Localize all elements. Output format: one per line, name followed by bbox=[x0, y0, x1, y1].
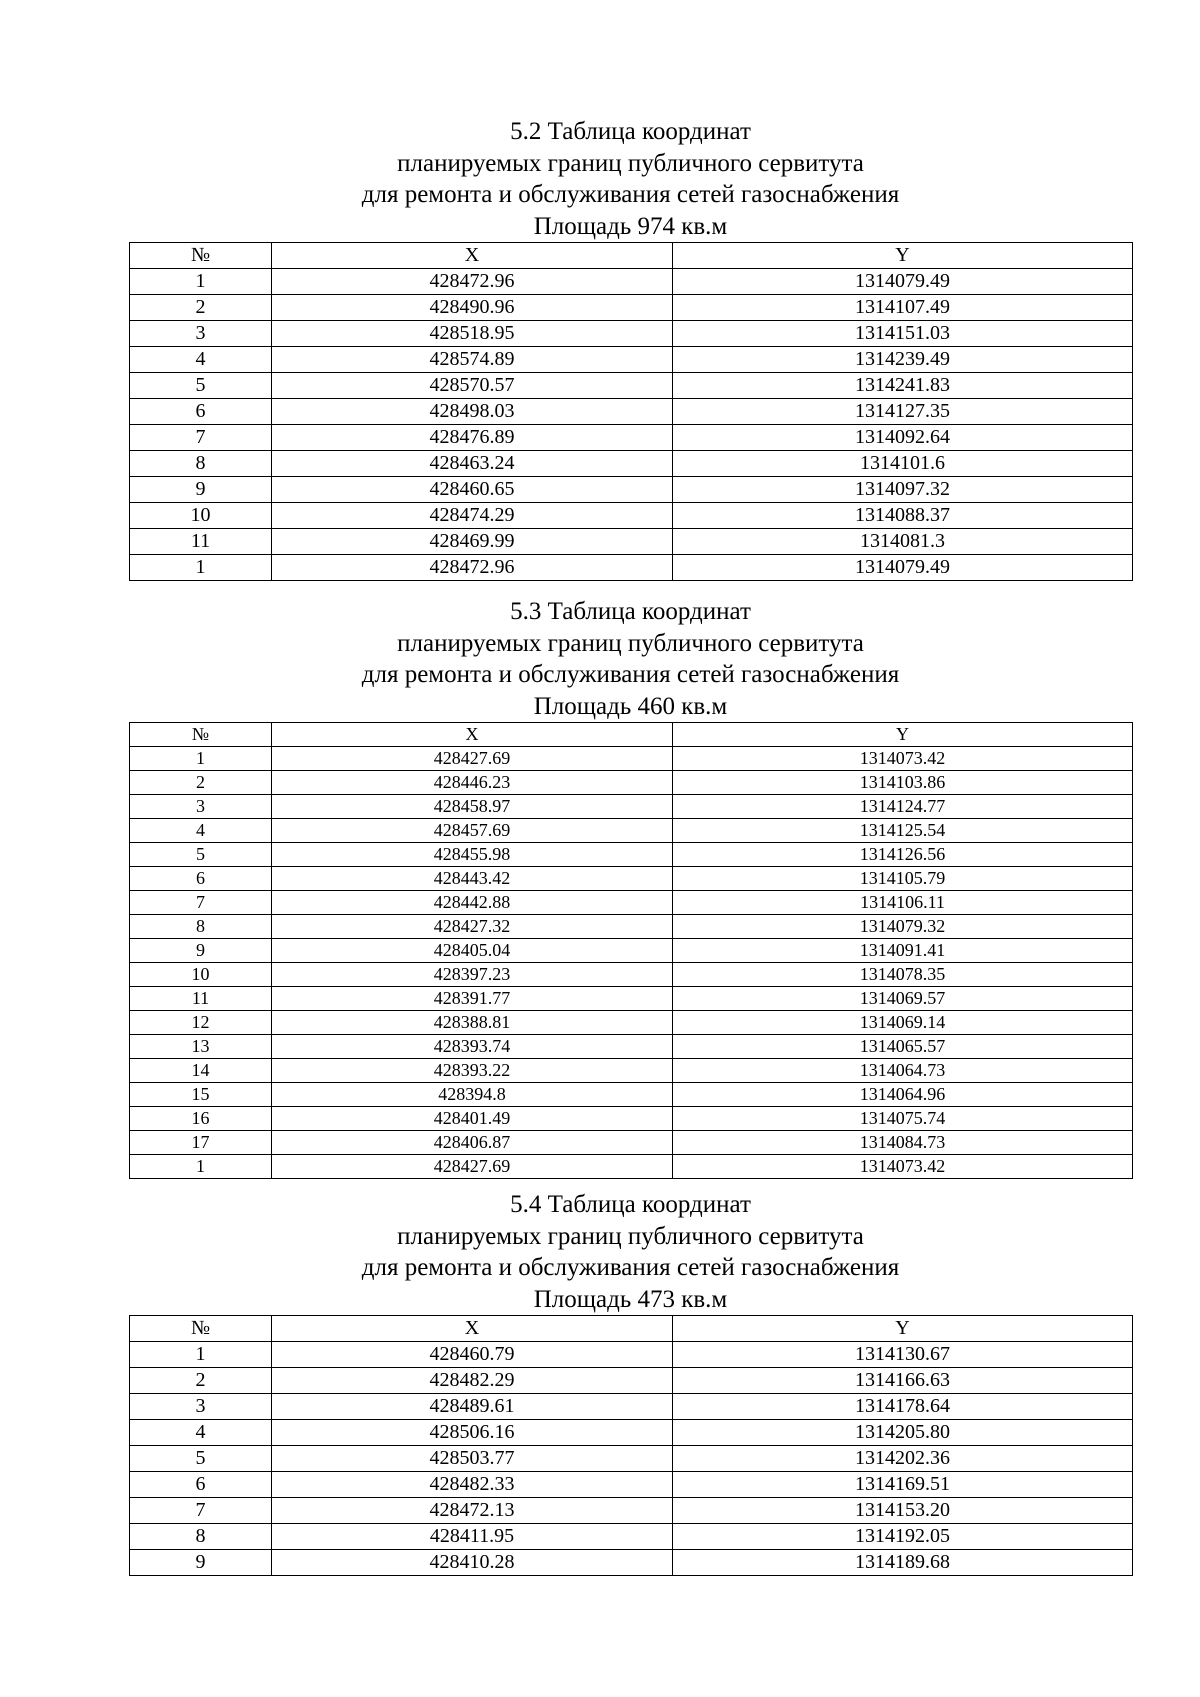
point-number-cell: 10 bbox=[130, 963, 272, 987]
y-coordinate-cell: 1314092.64 bbox=[673, 425, 1133, 451]
y-coordinate-cell: 1314151.03 bbox=[673, 321, 1133, 347]
y-coordinate-cell: 1314078.35 bbox=[673, 963, 1133, 987]
point-number-cell: 3 bbox=[130, 321, 272, 347]
table-row bbox=[130, 1472, 1133, 1498]
y-coordinate-cell: 1314097.32 bbox=[673, 477, 1133, 503]
table-row bbox=[130, 1368, 1133, 1394]
point-number-cell: 1 bbox=[130, 1342, 272, 1368]
table-row bbox=[130, 795, 1133, 819]
x-coordinate-cell: 428570.57 bbox=[272, 373, 673, 399]
table-row bbox=[130, 1394, 1133, 1420]
table-row bbox=[130, 399, 1133, 425]
title-line: планируемых границ публичного сервитута bbox=[397, 1222, 864, 1250]
table-row bbox=[130, 347, 1133, 373]
y-coordinate-cell: 1314064.73 bbox=[673, 1059, 1133, 1083]
y-coordinate-cell: 1314239.49 bbox=[673, 347, 1133, 373]
x-coordinate-cell: 428410.28 bbox=[272, 1550, 673, 1576]
x-coordinate-cell: 428463.24 bbox=[272, 451, 673, 477]
title-line: 5.3 Таблица координат bbox=[510, 598, 751, 625]
x-coordinate-cell: 428469.99 bbox=[272, 529, 673, 555]
y-coordinate-cell: 1314079.49 bbox=[673, 269, 1133, 295]
table-row bbox=[130, 1059, 1133, 1083]
y-coordinate-cell: 1314178.64 bbox=[673, 1394, 1133, 1420]
table-row bbox=[130, 819, 1133, 843]
table-row bbox=[130, 1498, 1133, 1524]
y-coordinate-cell: 1314079.32 bbox=[673, 915, 1133, 939]
point-number-cell: 7 bbox=[130, 891, 272, 915]
table-row bbox=[130, 1524, 1133, 1550]
y-coordinate-cell: 1314069.57 bbox=[673, 987, 1133, 1011]
area-label: Площадь 460 кв.м bbox=[533, 692, 728, 720]
y-coordinate-cell: 1314079.49 bbox=[673, 555, 1133, 581]
title-line: для ремонта и обслуживания сетей газоснабжения bbox=[361, 661, 900, 688]
x-coordinate-cell: 428391.77 bbox=[272, 987, 673, 1011]
table-row bbox=[130, 1035, 1133, 1059]
column-header-x: X bbox=[272, 243, 673, 269]
y-coordinate-cell: 1314106.11 bbox=[673, 891, 1133, 915]
x-coordinate-cell: 428498.03 bbox=[272, 399, 673, 425]
point-number-cell: 9 bbox=[130, 1550, 272, 1576]
point-number-cell: 6 bbox=[130, 399, 272, 425]
y-coordinate-cell: 1314107.49 bbox=[673, 295, 1133, 321]
point-number-cell: 4 bbox=[130, 347, 272, 373]
column-header-x: X bbox=[272, 1316, 673, 1342]
table-row bbox=[130, 1083, 1133, 1107]
point-number-cell: 3 bbox=[130, 795, 272, 819]
point-number-cell: 4 bbox=[130, 1420, 272, 1446]
x-coordinate-cell: 428411.95 bbox=[272, 1524, 673, 1550]
y-coordinate-cell: 1314073.42 bbox=[673, 747, 1133, 771]
point-number-cell: 7 bbox=[130, 1498, 272, 1524]
point-number-cell: 9 bbox=[130, 939, 272, 963]
table-row bbox=[130, 321, 1133, 347]
coordinate-section-5-2 bbox=[129, 116, 1132, 581]
x-coordinate-cell: 428476.89 bbox=[272, 425, 673, 451]
x-coordinate-cell: 428427.69 bbox=[272, 747, 673, 771]
table-row bbox=[130, 295, 1133, 321]
y-coordinate-cell: 1314127.35 bbox=[673, 399, 1133, 425]
title-line: для ремонта и обслуживания сетей газоснабжения bbox=[361, 181, 900, 208]
point-number-cell: 2 bbox=[130, 1368, 272, 1394]
table-row bbox=[130, 425, 1133, 451]
column-header-y: Y bbox=[673, 723, 1133, 747]
y-coordinate-cell: 1314169.51 bbox=[673, 1472, 1133, 1498]
area-label: Площадь 974 кв.м bbox=[533, 212, 728, 240]
x-coordinate-cell: 428503.77 bbox=[272, 1446, 673, 1472]
table-row bbox=[130, 915, 1133, 939]
point-number-cell: 8 bbox=[130, 915, 272, 939]
table-header-row bbox=[130, 1316, 1133, 1342]
table-row bbox=[130, 1446, 1133, 1472]
y-coordinate-cell: 1314084.73 bbox=[673, 1131, 1133, 1155]
x-coordinate-cell: 428472.96 bbox=[272, 269, 673, 295]
point-number-cell: 4 bbox=[130, 819, 272, 843]
title-line: планируемых границ публичного сервитута bbox=[397, 149, 864, 177]
point-number-cell: 1 bbox=[130, 269, 272, 295]
x-coordinate-cell: 428482.29 bbox=[272, 1368, 673, 1394]
table-row bbox=[130, 1011, 1133, 1035]
x-coordinate-cell: 428427.32 bbox=[272, 915, 673, 939]
coordinates-table bbox=[129, 242, 1133, 581]
table-row bbox=[130, 867, 1133, 891]
x-coordinate-cell: 428518.95 bbox=[272, 321, 673, 347]
point-number-cell: 11 bbox=[130, 529, 272, 555]
table-row bbox=[130, 1342, 1133, 1368]
point-number-cell: 12 bbox=[130, 1011, 272, 1035]
point-number-cell: 1 bbox=[130, 1155, 272, 1179]
coordinates-table bbox=[129, 722, 1133, 1179]
x-coordinate-cell: 428405.04 bbox=[272, 939, 673, 963]
section-title bbox=[129, 1189, 1132, 1315]
table-row bbox=[130, 269, 1133, 295]
y-coordinate-cell: 1314081.3 bbox=[673, 529, 1133, 555]
table-row bbox=[130, 771, 1133, 795]
point-number-cell: 7 bbox=[130, 425, 272, 451]
y-coordinate-cell: 1314105.79 bbox=[673, 867, 1133, 891]
section-title bbox=[129, 596, 1132, 722]
point-number-cell: 14 bbox=[130, 1059, 272, 1083]
x-coordinate-cell: 428427.69 bbox=[272, 1155, 673, 1179]
x-coordinate-cell: 428472.13 bbox=[272, 1498, 673, 1524]
column-header-x: X bbox=[272, 723, 673, 747]
x-coordinate-cell: 428489.61 bbox=[272, 1394, 673, 1420]
x-coordinate-cell: 428455.98 bbox=[272, 843, 673, 867]
point-number-cell: 16 bbox=[130, 1107, 272, 1131]
y-coordinate-cell: 1314103.86 bbox=[673, 771, 1133, 795]
title-line: 5.2 Таблица координат bbox=[510, 118, 751, 145]
table-row bbox=[130, 891, 1133, 915]
table-row bbox=[130, 747, 1133, 771]
table-row bbox=[130, 1107, 1133, 1131]
table-header-row bbox=[130, 723, 1133, 747]
point-number-cell: 5 bbox=[130, 1446, 272, 1472]
x-coordinate-cell: 428482.33 bbox=[272, 1472, 673, 1498]
y-coordinate-cell: 1314241.83 bbox=[673, 373, 1133, 399]
column-header-y: Y bbox=[673, 243, 1133, 269]
point-number-cell: 5 bbox=[130, 843, 272, 867]
table-row bbox=[130, 939, 1133, 963]
table-row bbox=[130, 529, 1133, 555]
x-coordinate-cell: 428442.88 bbox=[272, 891, 673, 915]
coordinate-section-5-4 bbox=[129, 1189, 1132, 1576]
y-coordinate-cell: 1314101.6 bbox=[673, 451, 1133, 477]
x-coordinate-cell: 428457.69 bbox=[272, 819, 673, 843]
point-number-cell: 5 bbox=[130, 373, 272, 399]
column-header-y: Y bbox=[673, 1316, 1133, 1342]
y-coordinate-cell: 1314189.68 bbox=[673, 1550, 1133, 1576]
x-coordinate-cell: 428446.23 bbox=[272, 771, 673, 795]
point-number-cell: 13 bbox=[130, 1035, 272, 1059]
point-number-cell: 11 bbox=[130, 987, 272, 1011]
y-coordinate-cell: 1314073.42 bbox=[673, 1155, 1133, 1179]
point-number-cell: 1 bbox=[130, 747, 272, 771]
point-number-cell: 10 bbox=[130, 503, 272, 529]
table-row bbox=[130, 1420, 1133, 1446]
point-number-cell: 6 bbox=[130, 1472, 272, 1498]
x-coordinate-cell: 428460.65 bbox=[272, 477, 673, 503]
point-number-cell: 1 bbox=[130, 555, 272, 581]
table-row bbox=[130, 843, 1133, 867]
point-number-cell: 8 bbox=[130, 1524, 272, 1550]
title-line: планируемых границ публичного сервитута bbox=[397, 629, 864, 657]
x-coordinate-cell: 428393.74 bbox=[272, 1035, 673, 1059]
table-row bbox=[130, 477, 1133, 503]
y-coordinate-cell: 1314088.37 bbox=[673, 503, 1133, 529]
y-coordinate-cell: 1314205.80 bbox=[673, 1420, 1133, 1446]
x-coordinate-cell: 428443.42 bbox=[272, 867, 673, 891]
x-coordinate-cell: 428460.79 bbox=[272, 1342, 673, 1368]
y-coordinate-cell: 1314069.14 bbox=[673, 1011, 1133, 1035]
x-coordinate-cell: 428474.29 bbox=[272, 503, 673, 529]
point-number-cell: 2 bbox=[130, 771, 272, 795]
table-row bbox=[130, 963, 1133, 987]
y-coordinate-cell: 1314126.56 bbox=[673, 843, 1133, 867]
x-coordinate-cell: 428458.97 bbox=[272, 795, 673, 819]
table-row bbox=[130, 1550, 1133, 1576]
x-coordinate-cell: 428393.22 bbox=[272, 1059, 673, 1083]
column-header-number: № bbox=[130, 243, 272, 269]
x-coordinate-cell: 428394.8 bbox=[272, 1083, 673, 1107]
column-header-number: № bbox=[130, 1316, 272, 1342]
title-line: для ремонта и обслуживания сетей газоснабжения bbox=[361, 1254, 900, 1281]
area-label: Площадь 473 кв.м bbox=[533, 1285, 728, 1313]
x-coordinate-cell: 428574.89 bbox=[272, 347, 673, 373]
y-coordinate-cell: 1314192.05 bbox=[673, 1524, 1133, 1550]
y-coordinate-cell: 1314130.67 bbox=[673, 1342, 1133, 1368]
table-row bbox=[130, 1155, 1133, 1179]
y-coordinate-cell: 1314091.41 bbox=[673, 939, 1133, 963]
y-coordinate-cell: 1314125.54 bbox=[673, 819, 1133, 843]
point-number-cell: 8 bbox=[130, 451, 272, 477]
y-coordinate-cell: 1314153.20 bbox=[673, 1498, 1133, 1524]
point-number-cell: 9 bbox=[130, 477, 272, 503]
y-coordinate-cell: 1314064.96 bbox=[673, 1083, 1133, 1107]
x-coordinate-cell: 428406.87 bbox=[272, 1131, 673, 1155]
y-coordinate-cell: 1314075.74 bbox=[673, 1107, 1133, 1131]
table-row bbox=[130, 987, 1133, 1011]
y-coordinate-cell: 1314065.57 bbox=[673, 1035, 1133, 1059]
x-coordinate-cell: 428490.96 bbox=[272, 295, 673, 321]
point-number-cell: 2 bbox=[130, 295, 272, 321]
section-title bbox=[129, 116, 1132, 242]
table-row bbox=[130, 555, 1133, 581]
column-header-number: № bbox=[130, 723, 272, 747]
y-coordinate-cell: 1314124.77 bbox=[673, 795, 1133, 819]
point-number-cell: 6 bbox=[130, 867, 272, 891]
x-coordinate-cell: 428401.49 bbox=[272, 1107, 673, 1131]
table-row bbox=[130, 503, 1133, 529]
title-line: 5.4 Таблица координат bbox=[510, 1191, 751, 1218]
table-header-row bbox=[130, 243, 1133, 269]
y-coordinate-cell: 1314202.36 bbox=[673, 1446, 1133, 1472]
coordinate-section-5-3 bbox=[129, 596, 1132, 1179]
coordinates-table bbox=[129, 1315, 1133, 1576]
point-number-cell: 17 bbox=[130, 1131, 272, 1155]
table-row bbox=[130, 451, 1133, 477]
x-coordinate-cell: 428388.81 bbox=[272, 1011, 673, 1035]
y-coordinate-cell: 1314166.63 bbox=[673, 1368, 1133, 1394]
x-coordinate-cell: 428472.96 bbox=[272, 555, 673, 581]
x-coordinate-cell: 428506.16 bbox=[272, 1420, 673, 1446]
point-number-cell: 3 bbox=[130, 1394, 272, 1420]
table-row bbox=[130, 373, 1133, 399]
table-row bbox=[130, 1131, 1133, 1155]
point-number-cell: 15 bbox=[130, 1083, 272, 1107]
x-coordinate-cell: 428397.23 bbox=[272, 963, 673, 987]
